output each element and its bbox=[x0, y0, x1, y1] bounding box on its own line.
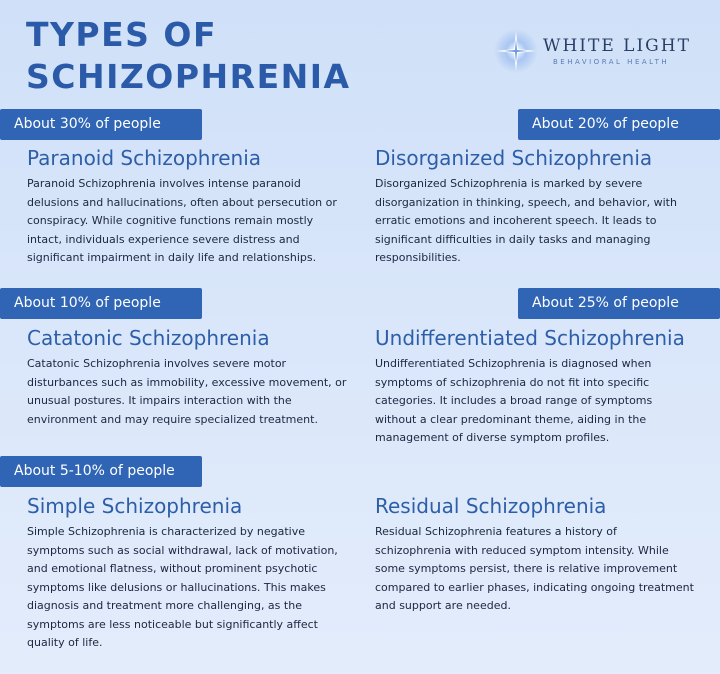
description-catatonic: Catatonic Schizophrenia involves severe motor disturbances such as immobility, excessive movement, or unusual postures. It impairs interaction with the environment and may require specialized treatment. bbox=[27, 357, 347, 426]
page-title-line2: SCHIZOPHRENIA bbox=[26, 57, 351, 96]
logo-subtitle: BEHAVIORAL HEALTH bbox=[553, 58, 670, 66]
page-title-line1: TYPES OF bbox=[26, 15, 217, 54]
heading-catatonic: Catatonic Schizophrenia bbox=[27, 326, 270, 350]
badge-catatonic: About 10% of people bbox=[0, 288, 202, 319]
description-residual: Residual Schizophrenia features a history of schizophrenia with reduced symptom intensity. While some symptoms persist, there is relative improvement compared to earlier phases, indicating ongoing treatment and support are needed. bbox=[375, 525, 694, 612]
logo-name: WHITE LIGHT bbox=[543, 36, 691, 56]
heading-paranoid: Paranoid Schizophrenia bbox=[27, 146, 262, 170]
badge-paranoid: About 30% of people bbox=[0, 109, 202, 140]
badge-undifferentiated: About 25% of people bbox=[518, 288, 720, 319]
heading-disorganized: Disorganized Schizophrenia bbox=[375, 146, 653, 170]
starburst-icon bbox=[493, 28, 539, 74]
description-simple: Simple Schizophrenia is characterized by negative symptoms such as social withdrawal, lack of motivation, and emotional flatness, without prominent psychotic symptoms like delusions or hallucinations. This makes diagnosis and treatment more challenging, as the symptoms are less noticeable but significantly affect quality of life. bbox=[27, 525, 338, 649]
page-title bbox=[26, 14, 351, 98]
brand-logo bbox=[493, 28, 703, 76]
heading-simple: Simple Schizophrenia bbox=[27, 494, 243, 518]
badge-simple: About 5-10% of people bbox=[0, 456, 202, 487]
description-undifferentiated: Undifferentiated Schizophrenia is diagnosed when symptoms of schizophrenia do not fit into specific categories. It includes a broad range of symptoms without a clear predominant theme, aiding in the management of diverse symptom profiles. bbox=[375, 357, 653, 444]
heading-residual: Residual Schizophrenia bbox=[375, 494, 607, 518]
badge-disorganized: About 20% of people bbox=[518, 109, 720, 140]
heading-undifferentiated: Undifferentiated Schizophrenia bbox=[375, 326, 685, 350]
description-paranoid: Paranoid Schizophrenia involves intense paranoid delusions and hallucinations, often about persecution or conspiracy. While cognitive functions remain mostly intact, individuals experience severe distress and significant impairment in daily life and relationships. bbox=[27, 177, 337, 264]
description-disorganized: Disorganized Schizophrenia is marked by severe disorganization in thinking, speech, and behavior, with erratic emotions and incoherent speech. It leads to significant difficulties in daily tasks and managing responsibilities. bbox=[375, 177, 677, 264]
